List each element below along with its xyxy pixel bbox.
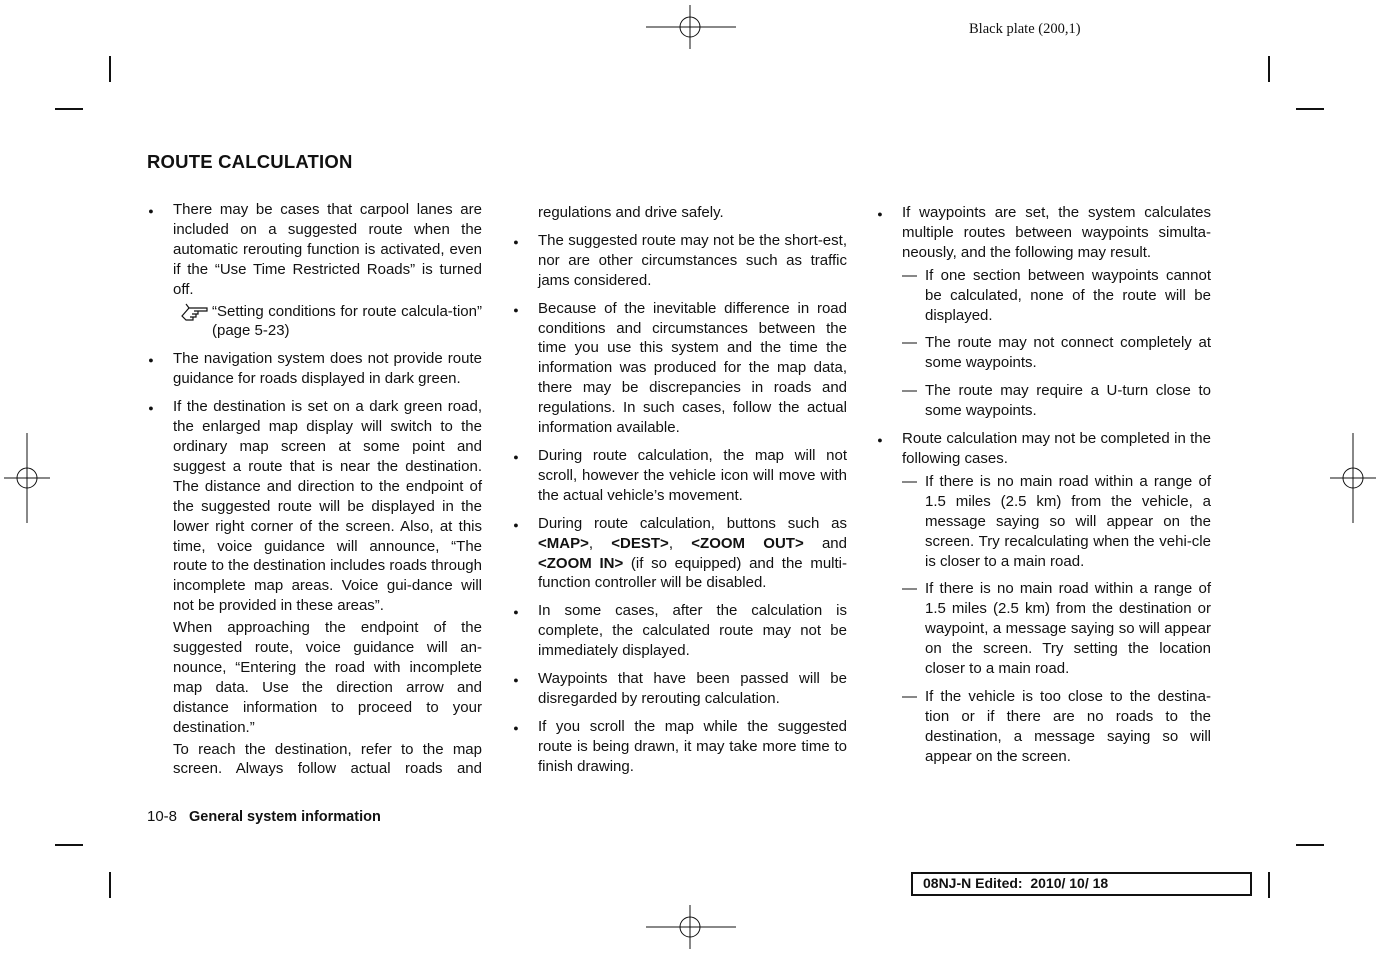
item-text-suffix: (if so equipped) and the multi-function controller will be disabled. bbox=[538, 554, 847, 592]
list-item bbox=[147, 397, 482, 616]
dash-marker: — bbox=[902, 472, 917, 490]
crop-mark bbox=[55, 844, 83, 846]
crop-mark bbox=[109, 872, 111, 898]
map-button-key: <MAP> bbox=[538, 534, 589, 552]
sub-item bbox=[876, 333, 1211, 373]
item-text: During route calculation, the map will not scroll, however the vehicle icon will move with the actual vehicle’s movement. bbox=[538, 446, 847, 504]
item-text: If waypoints are set, the system calculates multiple routes between waypoints simulta-neously, and the following may result. bbox=[902, 204, 1211, 261]
dash-marker: — bbox=[902, 580, 917, 598]
crop-mark bbox=[109, 56, 111, 82]
item-text: The navigation system does not provide route guidance for roads displayed in dark green. bbox=[173, 350, 482, 388]
item-text-prefix: During route calculation, buttons such as bbox=[538, 514, 847, 532]
registration-mark-icon bbox=[646, 905, 736, 949]
conjunction: and bbox=[821, 534, 847, 552]
bullet-icon bbox=[512, 669, 520, 691]
bullet-icon bbox=[512, 299, 520, 321]
sub-item-text: The route may not connect completely at some waypoints. bbox=[925, 334, 1211, 372]
sub-item-text: If there is no main road within a range of 1.5 miles (2.5 km) from the destination or waypoint, a message saying so will appear on the screen. Try setting the location closer to a main road. bbox=[925, 580, 1211, 678]
item-text: There may be cases that carpool lanes are included on a suggested route when the automatic rerouting function is activated, even if the “Use Time Restricted Roads” is turned off. bbox=[173, 201, 482, 298]
registration-mark-icon bbox=[4, 433, 50, 523]
bullet-icon bbox=[512, 446, 520, 468]
column-1 bbox=[147, 200, 482, 781]
crop-mark bbox=[55, 108, 83, 110]
sub-item bbox=[876, 266, 1211, 326]
page-number: 10-8 bbox=[147, 808, 178, 825]
section-title: ROUTE CALCULATION bbox=[147, 151, 353, 172]
crop-mark bbox=[1268, 56, 1270, 82]
reference-hand-icon bbox=[180, 303, 210, 321]
registration-mark-icon bbox=[1330, 433, 1376, 523]
bullet-icon bbox=[512, 231, 520, 253]
list-item bbox=[512, 446, 847, 506]
list-item bbox=[512, 669, 847, 709]
list-item bbox=[147, 200, 482, 300]
zoom-in-button-key: <ZOOM IN> bbox=[538, 554, 624, 572]
reference-text: “Setting conditions for route calcula-tion” (page 5-23) bbox=[212, 302, 482, 340]
dash-marker: — bbox=[902, 334, 917, 352]
bullet-icon bbox=[147, 349, 155, 371]
bullet-icon bbox=[147, 200, 155, 222]
sub-item bbox=[876, 472, 1211, 572]
item-text: Because of the inevitable difference in road conditions and circumstances between the time you use this system and the time the information was produced for the map data, there may be discrepancies in roads and regulations. In such cases, follow the actual information available. bbox=[538, 299, 847, 437]
dash-marker: — bbox=[902, 266, 917, 284]
dash-marker: — bbox=[902, 382, 917, 400]
list-item bbox=[512, 514, 847, 594]
sub-item bbox=[876, 381, 1211, 421]
item-text: If you scroll the map while the suggested route is being drawn, it may take more time to finish drawing. bbox=[538, 717, 847, 775]
column-3 bbox=[876, 203, 1211, 775]
item-text: The suggested route may not be the short-est, nor are other circumstances such as traffic jams considered. bbox=[538, 231, 847, 289]
crop-mark bbox=[1296, 108, 1324, 110]
continued-text: regulations and drive safely. bbox=[538, 204, 724, 221]
dest-button-key: <DEST> bbox=[611, 534, 669, 552]
dash-marker: — bbox=[902, 687, 917, 705]
sub-item bbox=[876, 579, 1211, 679]
bullet-icon bbox=[147, 397, 155, 419]
bullet-icon bbox=[512, 717, 520, 739]
sub-item-text: If there is no main road within a range of 1.5 miles (2.5 km) from the vehicle, a message saying so will appear on the screen. Try recalculating when the vehi-cle is closer to a main road. bbox=[925, 472, 1211, 570]
item-text: In some cases, after the calculation is complete, the calculated route may not be immediately displayed. bbox=[538, 602, 847, 660]
bullet-icon bbox=[512, 601, 520, 623]
cross-reference bbox=[147, 302, 482, 342]
separator: , bbox=[588, 534, 594, 552]
list-item bbox=[512, 717, 847, 777]
item-text: If the destination is set on a dark green road, the enlarged map display will switch to the ordinary map screen at some point and suggest a route that is near the destination. The distance and direction to the endpoint of the suggested route will be displayed in the lower right corner of the screen. Also, at this time, voice guidance will announce, “The route to the destination includes roads through incomplete map areas. Voice gui-dance will not be provided in these areas”. bbox=[173, 398, 482, 615]
list-item bbox=[512, 231, 847, 291]
separator: , bbox=[668, 534, 673, 552]
list-item bbox=[512, 601, 847, 661]
list-item bbox=[512, 299, 847, 438]
crop-mark bbox=[1268, 872, 1270, 898]
item-paragraph: When approaching the endpoint of the suggested route, voice guidance will an-nounce, “Entering the road with incomplete map data. Use the direction arrow and distance information to proceed to your destination.” bbox=[173, 619, 482, 736]
item-paragraph: To reach the destination, refer to the map screen. Always follow actual roads and bbox=[173, 740, 482, 778]
edited-stamp: 08NJ-N Edited: 2010/ 10/ 18 bbox=[911, 872, 1252, 896]
bullet-icon bbox=[876, 203, 884, 225]
crop-mark bbox=[1296, 844, 1324, 846]
footer-section-name: General system information bbox=[189, 809, 381, 825]
plate-label: Black plate (200,1) bbox=[969, 21, 1081, 37]
bullet-icon bbox=[876, 429, 884, 451]
bullet-icon bbox=[512, 514, 520, 536]
zoom-out-button-key: <ZOOM OUT> bbox=[691, 534, 804, 552]
registration-mark-icon bbox=[646, 5, 736, 49]
page-footer bbox=[147, 808, 381, 825]
sub-item-text: The route may require a U-turn close to some waypoints. bbox=[925, 382, 1211, 420]
sub-item-text: If the vehicle is too close to the destina-tion or if there are no roads to the destination, a message saying so will appear on the screen. bbox=[925, 687, 1211, 765]
list-item bbox=[147, 349, 482, 389]
list-item bbox=[876, 203, 1211, 263]
list-item bbox=[876, 429, 1211, 469]
item-text: Route calculation may not be completed in the following cases. bbox=[902, 430, 1211, 467]
column-2 bbox=[512, 203, 847, 785]
sub-item-text: If one section between waypoints cannot be calculated, none of the route will be displayed. bbox=[925, 266, 1211, 324]
sub-item bbox=[876, 687, 1211, 767]
item-text: Waypoints that have been passed will be disregarded by rerouting calculation. bbox=[538, 670, 847, 707]
